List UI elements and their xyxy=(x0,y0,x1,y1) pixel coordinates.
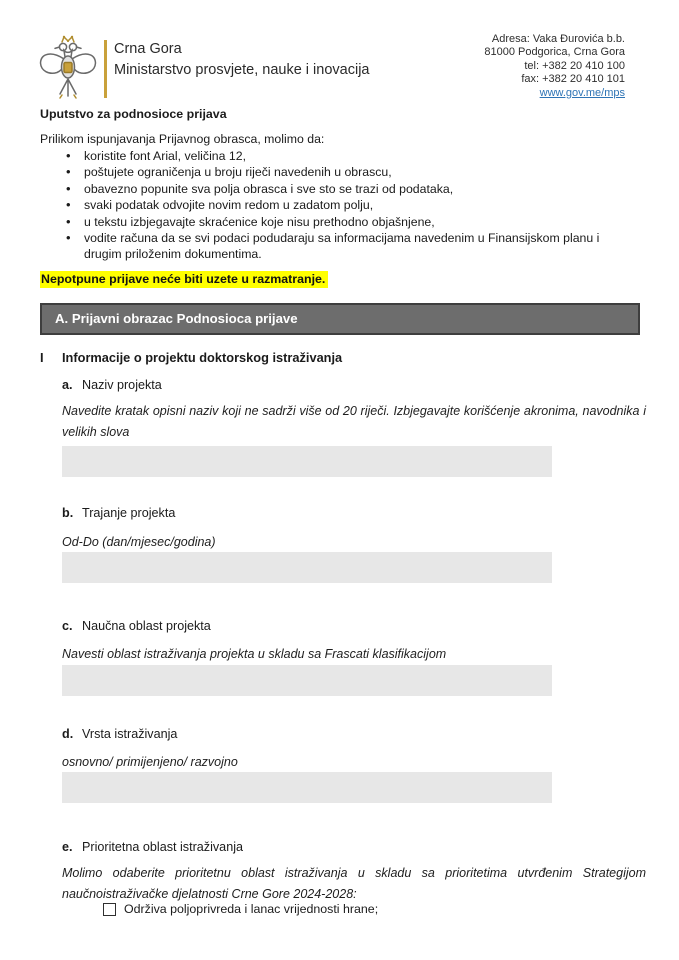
research-type-input[interactable] xyxy=(62,772,552,803)
item-b-label xyxy=(62,506,175,520)
org-ministry: Ministarstvo prosvjete, nauke i inovacija xyxy=(114,62,370,78)
warning-banner: Nepotpune prijave neće biti uzete u razmatranje. xyxy=(40,271,328,288)
contact-address-line2: 81000 Podgorica, Crna Gora xyxy=(484,46,625,59)
contact-fax: fax: +382 20 410 101 xyxy=(521,73,625,86)
header-divider xyxy=(104,40,107,98)
website-link[interactable]: www.gov.me/mps xyxy=(539,86,625,99)
item-label-text: Prioritetna oblast istraživanja xyxy=(82,840,243,854)
instruction-item: • obavezno popunite sva polja obrasca i sve sto se trazi od podataka, xyxy=(62,181,628,197)
instructions-list xyxy=(62,148,628,263)
instruction-item: • poštujete ograničenja u broju riječi navedenih u obrascu, xyxy=(62,164,628,180)
item-letter: d. xyxy=(62,727,74,741)
org-country: Crna Gora xyxy=(114,41,182,57)
item-letter: a. xyxy=(62,378,73,392)
item-e-label xyxy=(62,840,243,854)
instruction-item: • koristite font Arial, veličina 12, xyxy=(62,148,628,164)
scientific-field-input[interactable] xyxy=(62,665,552,696)
item-label-text: Naučna oblast projekta xyxy=(82,619,211,633)
part-title-text: Informacije o projektu doktorskog istraživanja xyxy=(62,350,343,365)
item-a-hint: Navedite kratak opisni naziv koji ne sadrži više od 20 riječi. Izbjegavajte korišćenje akronima, navodnika i velikih slova xyxy=(62,404,646,439)
item-letter: b. xyxy=(62,506,74,520)
section-a-header: A. Prijavni obrazac Podnosioca prijave xyxy=(40,303,640,335)
priority-area-label: Održiva poljoprivreda i lanac vrijednosti hrane; xyxy=(124,902,379,916)
item-letter: e. xyxy=(62,840,73,854)
instruction-item: • vodite računa da se svi podaci podudaraju sa informacijama navedenim u Finansijskom planu i drugim priloženim dokumentima. xyxy=(62,230,628,263)
item-letter: c. xyxy=(62,619,73,633)
priority-area-option[interactable] xyxy=(103,902,378,916)
part-numeral: I xyxy=(40,350,44,365)
item-d-hint: osnovno/ primijenjeno/ razvojno xyxy=(62,755,238,769)
item-a-label xyxy=(62,378,162,392)
contact-address-line1: Adresa: Vaka Đurovića b.b. xyxy=(491,33,625,45)
item-e-hint: Molimo odaberite prioritetnu oblast istraživanja u skladu sa prioritetima utvrđenim Strategijom naučnoistraživačke djelatnosti Crne Gore 2024-2028: xyxy=(62,866,646,901)
project-title-input[interactable] xyxy=(62,446,552,477)
instructions-title: Uputstvo za podnosioce prijava xyxy=(40,107,227,121)
project-duration-input[interactable] xyxy=(62,552,552,583)
item-b-hint: Od-Do (dan/mjesec/godina) xyxy=(62,535,216,549)
instruction-item: • svaki podatak odvojite novim redom u zadatom polju, xyxy=(62,197,628,213)
item-d-label xyxy=(62,727,177,741)
coat-of-arms-icon xyxy=(38,34,98,100)
item-label-text: Naziv projekta xyxy=(82,378,162,392)
contact-block xyxy=(484,33,625,100)
item-label-text: Vrsta istraživanja xyxy=(82,727,178,741)
instruction-item: • u tekstu izbjegavajte skraćenice koje nisu prethodno objašnjene, xyxy=(62,214,628,230)
contact-tel: tel: +382 20 410 100 xyxy=(524,59,625,72)
item-c-label xyxy=(62,619,211,633)
item-label-text: Trajanje projekta xyxy=(82,506,176,520)
item-c-hint: Navesti oblast istraživanja projekta u skladu sa Frascati klasifikacijom xyxy=(62,647,447,661)
instructions-intro: Prilikom ispunjavanja Prijavnog obrasca, molimo da: xyxy=(40,132,325,146)
priority-area-checkbox[interactable] xyxy=(103,903,116,916)
part-i-title xyxy=(40,350,342,365)
